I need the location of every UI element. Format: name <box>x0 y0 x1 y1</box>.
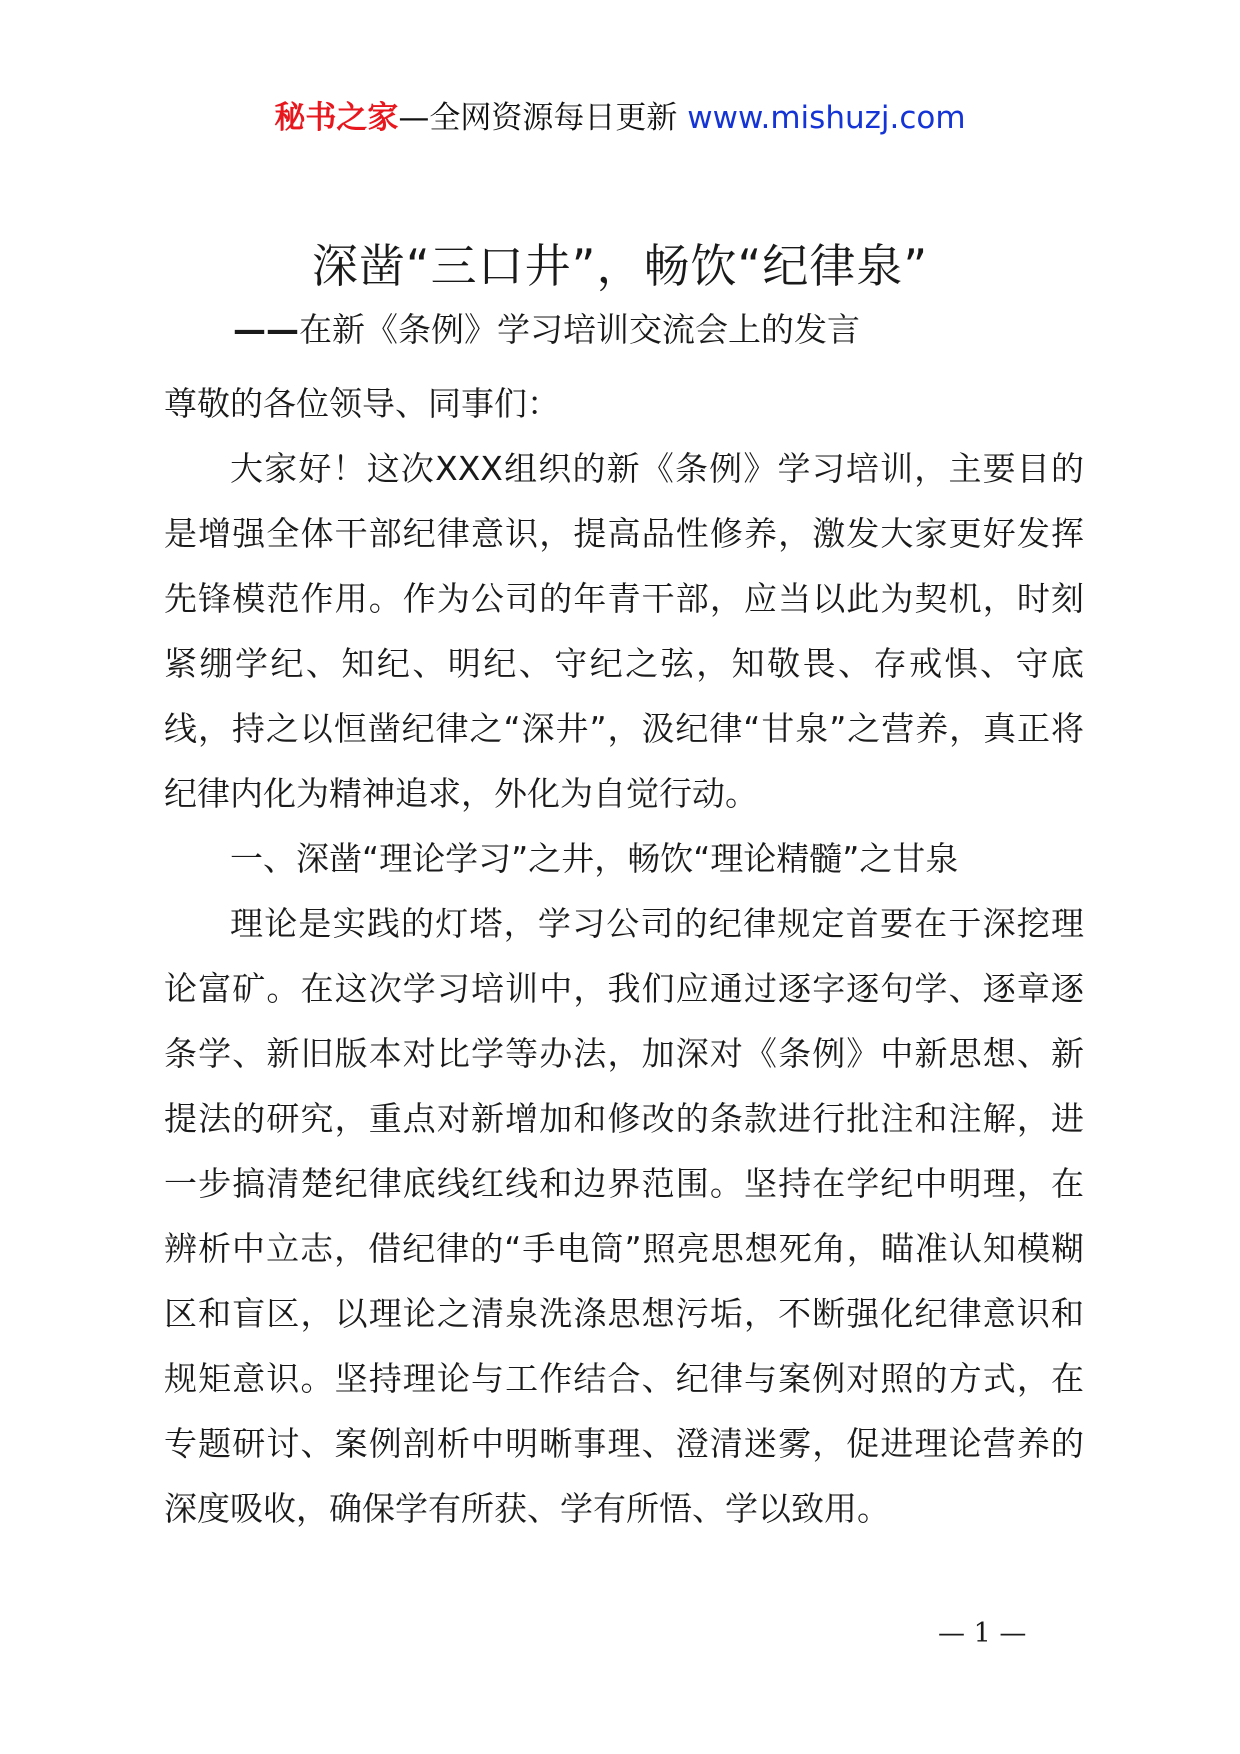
paragraph-intro: 大家好！这次XXX组织的新《条例》学习培训，主要目的是增强全体干部纪律意识，提高品性修养，激发大家更好发挥先锋模范作用。作为公司的年青干部，应当以此为契机，时刻紧绷学纪、知纪、明纪、守纪之弦，知敬畏、存戒惧、守底线，持之以恒凿纪律之“深井”，汲纪律“甘泉”之营养，真正将纪律内化为精神追求，外化为自觉行动。 <box>164 449 1084 813</box>
document-title: 深凿“三口井”，畅饮“纪律泉” <box>311 239 929 293</box>
document-subtitle <box>233 305 860 355</box>
site-header <box>0 98 1240 138</box>
subtitle-dash: —— <box>233 310 299 349</box>
site-tagline: —全网资源每日更新 <box>398 100 688 136</box>
section-heading-1: 一、深凿“理论学习”之井，畅饮“理论精髓”之甘泉 <box>230 839 959 878</box>
document-body <box>164 371 1084 1541</box>
site-brand: 秘书之家 <box>274 100 399 136</box>
subtitle-text: 在新《条例》学习培训交流会上的发言 <box>299 310 860 349</box>
page-number: — 1 — <box>938 1618 1027 1649</box>
paragraph-section-1: 理论是实践的灯塔，学习公司的纪律规定首要在于深挖理论富矿。在这次学习培训中，我们应通过逐字逐句学、逐章逐条学、新旧版本对比学等办法，加深对《条例》中新思想、新提法的研究，重点对新增加和修改的条款进行批注和注解，进一步搞清楚纪律底线红线和边界范围。坚持在学纪中明理，在辨析中立志，借纪律的“手电筒”照亮思想死角，瞄准认知模糊区和盲区，以理论之清泉洗涤思想污垢，不断强化纪律意识和规矩意识。坚持理论与工作结合、纪律与案例对照的方式，在专题研讨、案例剖析中明晰事理、澄清迷雾，促进理论营养的深度吸收，确保学有所获、学有所悟、学以致用。 <box>164 904 1084 1528</box>
site-url-link[interactable]: www.mishuzj.com <box>687 100 966 136</box>
salutation: 尊敬的各位领导、同事们： <box>164 384 560 423</box>
